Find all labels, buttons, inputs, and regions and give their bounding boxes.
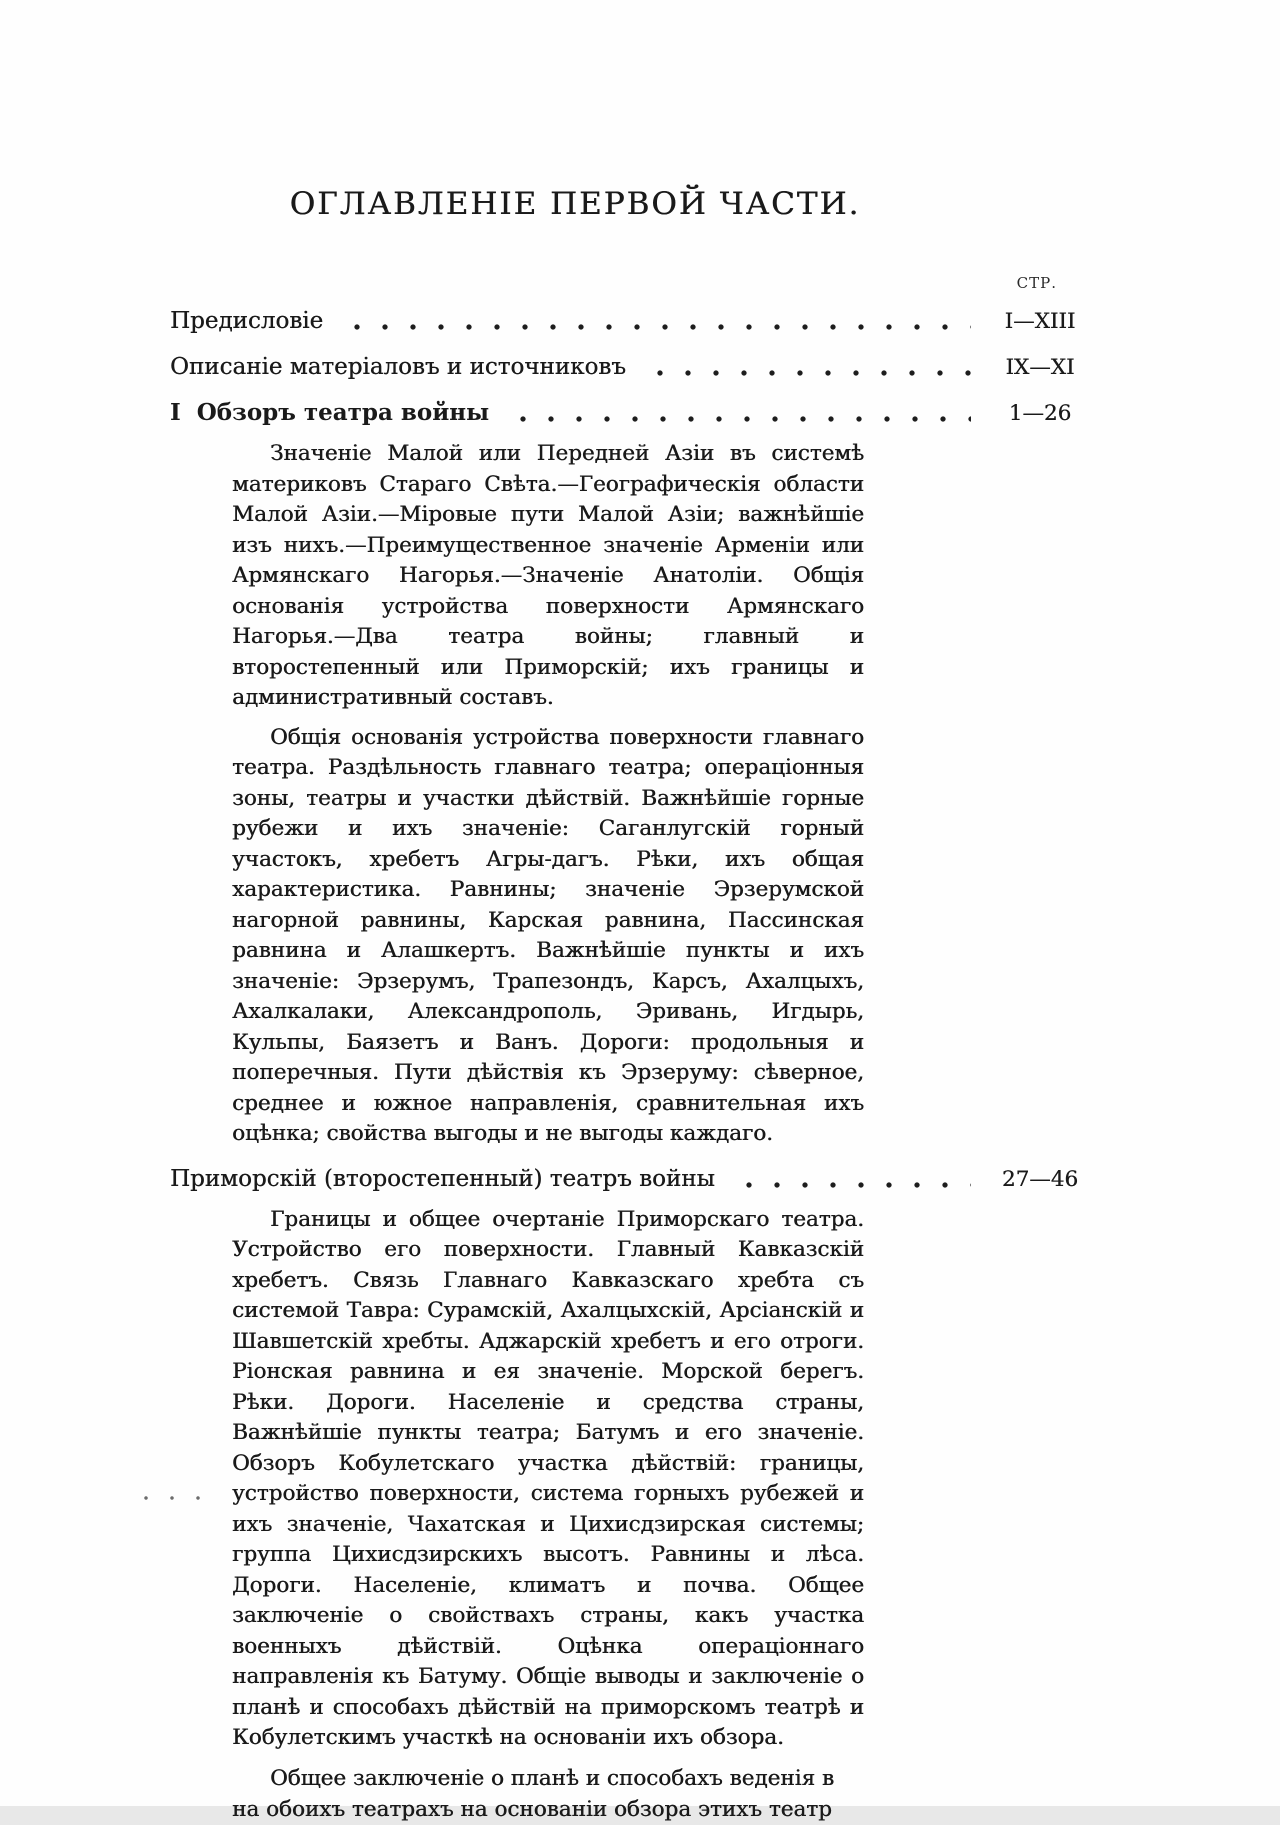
toc-entry-label: Обзоръ театра войны <box>196 399 490 426</box>
toc-closing-paragraph <box>232 1763 892 1825</box>
scan-artifact-dots <box>133 1494 213 1504</box>
toc-entry-primorskii-teatr <box>170 1163 1105 1196</box>
dot-leader <box>337 321 971 333</box>
toc-entry-opisanie <box>170 351 1105 384</box>
page-range: 1—26 <box>1008 401 1072 426</box>
toc-entry-predislovie <box>170 305 1105 338</box>
page-title: ОГЛАВЛЕНІЕ ПЕРВОЙ ЧАСТИ. <box>289 186 861 222</box>
dot-leader <box>503 413 971 425</box>
toc-entry-label: Описаніе матеріаловъ и источниковъ <box>170 354 626 380</box>
chapter-number: I <box>170 399 181 426</box>
toc-content <box>170 0 1105 1825</box>
toc-annotation-paragraph: Общія основанія устройства поверхности главнаго театра. Раздѣльность главнаго театра; операціонныя зоны, театры и участки дѣйствій. Важнѣйшіе горные рубежи и ихъ значеніе: Саганлугскій горный участокъ, хребетъ Агры-дагъ. Рѣки, ихъ общая характеристика. Равнины; значеніе Эрзерумской нагорной равнины, Карская равнина, Пассинская равнина и Алашкертъ. Важнѣйшіе пункты и ихъ значеніе: Эрзерумъ, Трапезондъ, Карсъ, Ахалцыхъ, Ахалкалаки, Александрополь, Эривань, Игдырь, Кульпы, Баязетъ и Ванъ. Дороги: продольныя и поперечныя. Пути дѣйствія къ Эрзеруму: сѣверное, среднее и южное направленія, сравнительная ихъ оцѣнка; свойства выгоды и не выгоды каждаго. <box>232 724 864 1146</box>
page-range: 27—46 <box>1001 1166 1079 1192</box>
toc-annotation-paragraph: Значеніе Малой или Передней Азіи въ системѣ материковъ Стараго Свѣта.—Географическія области Малой Азіи.—Міровые пути Малой Азіи; важнѣйшіе изъ нихъ.—Преимущественное значеніе Арменіи или Армянскаго Нагорья.—Значеніе Анатоліи. Общія основанія устройства поверхности Армянскаго Нагорья.—Два театра войны; главный и второстепенный или Приморскій; ихъ границы и административный составъ. <box>232 441 864 710</box>
toc-entry-label: Приморскій (второстепенный) театръ войны <box>170 1165 715 1192</box>
page-range: IX—XI <box>1005 355 1075 380</box>
toc-annotation-paragraph: Границы и общее очертаніе Приморскаго театра. Устройство его поверхности. Главный Кавказскій хребетъ. Связь Главнаго Кавказскаго хребта съ системой Тавра: Сурамскій, Ахалцыхскій, Арсіанскій и Шавшетскій хребты. Аджарскій хребетъ и его отроги. Ріонская равнина и ея значеніе. Морской берегъ. Рѣки. Дороги. Населеніе и средства страны, Важнѣйшіе пункты театра; Батумъ и его значеніе. Обзоръ Кобулетскаго участка дѣйствій: границы, устройство поверхности, система горныхъ рубежей и ихъ значеніе, Чахатская и Цихисдзирская системы; группа Цихисдзирскихъ высотъ. Равнины и лѣса. Дороги. Населеніе, климатъ и почва. Общее заключеніе о свойствахъ страны, какъ участка военныхъ дѣйствій. Оцѣнка операціоннаго направленія къ Батуму. Общіе выводы и заключеніе о планѣ и способахъ дѣйствій на приморскомъ театрѣ и Кобулетскимъ участкѣ на основаніи ихъ обзора. <box>232 1206 864 1750</box>
toc-entry-label: Предисловіе <box>170 308 324 334</box>
toc-entry-obzor-teatra-voiny <box>170 397 1105 430</box>
page-column-header: СТР. <box>1016 274 1057 292</box>
dot-leader <box>729 1179 971 1191</box>
toc-closing-line: Общее заключеніе о планѣ и способахъ веденія в <box>270 1765 834 1791</box>
toc-closing-line: на обоихъ театрахъ на основаніи обзора этихъ театр <box>232 1796 832 1822</box>
page-range: I—XIII <box>1004 309 1076 334</box>
dot-leader <box>640 367 971 379</box>
